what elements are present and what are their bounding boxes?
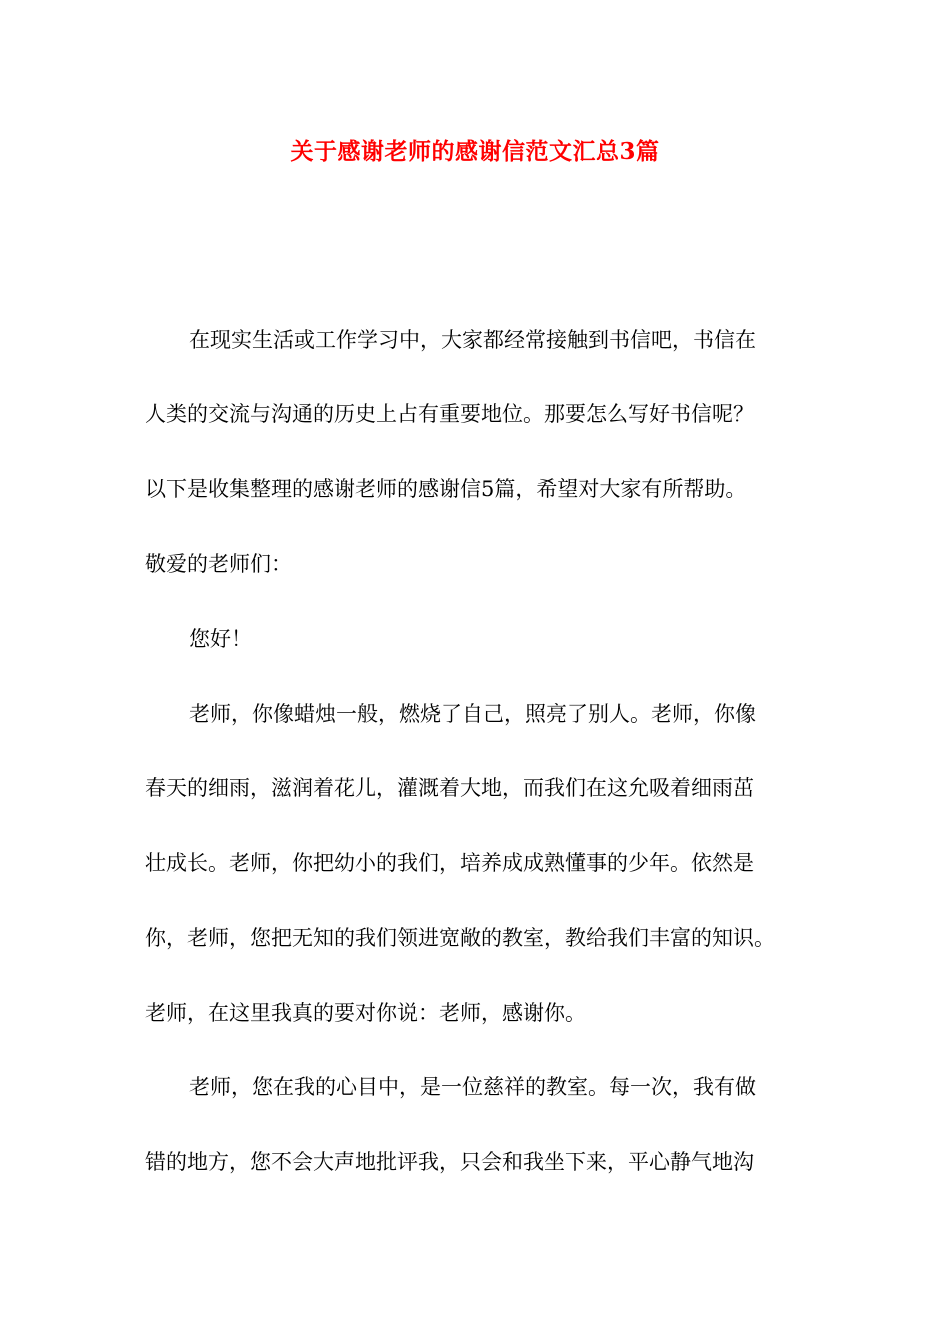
- paragraph-line: 壮成长。老师，你把幼小的我们，培养成成熟懂事的少年。依然是: [145, 851, 754, 875]
- paragraph-line: 老师，在这里我真的要对你说：老师，感谢你。: [145, 1001, 586, 1025]
- paragraph-line: 人类的交流与沟通的历史上占有重要地位。那要怎么写好书信呢？: [145, 402, 754, 426]
- salutation: 敬爱的老师们：: [145, 552, 292, 576]
- paragraph-line: 以下是收集整理的感谢老师的感谢信5篇，希望对大家有所帮助。: [145, 477, 747, 501]
- paragraph-line: 在现实生活或工作学习中，大家都经常接触到书信吧，书信在: [189, 328, 756, 352]
- paragraph-line: 老师，你像蜡烛一般，燃烧了自己，照亮了别人。老师，你像: [189, 702, 756, 726]
- paragraph-line: 你，老师，您把无知的我们领进宽敞的教室，教给我们丰富的知识。: [145, 926, 775, 950]
- paragraph-line: 老师，您在我的心目中，是一位慈祥的教室。每一次，我有做: [189, 1075, 756, 1099]
- paragraph-line: 春天的细雨，滋润着花儿，灌溉着大地，而我们在这允吸着细雨茁: [145, 776, 754, 800]
- document-title: 关于感谢老师的感谢信范文汇总3篇: [290, 138, 660, 165]
- paragraph-line: 错的地方，您不会大声地批评我，只会和我坐下来，平心静气地沟: [145, 1150, 754, 1174]
- greeting: 您好！: [189, 627, 252, 651]
